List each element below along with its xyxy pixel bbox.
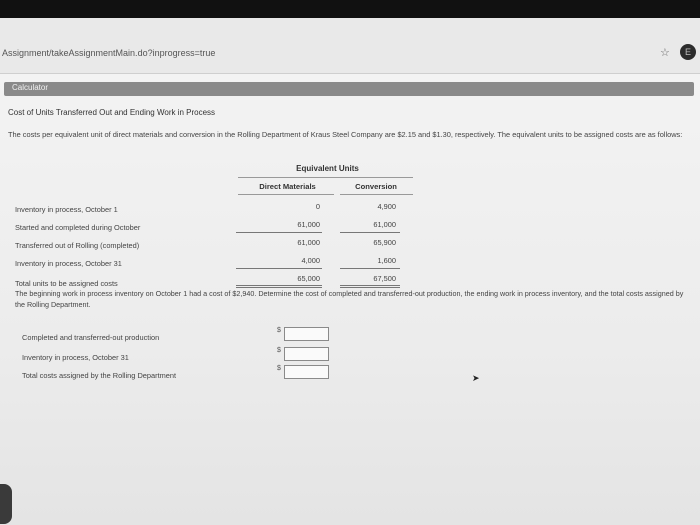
assignment-page bbox=[0, 74, 700, 525]
currency-sign: $ bbox=[277, 327, 281, 334]
column-direct-materials: Direct Materials bbox=[259, 182, 316, 191]
cell-dm-inventory-oct1: 0 bbox=[315, 202, 320, 211]
header-rule bbox=[238, 177, 413, 178]
mouse-cursor-icon: ➤ bbox=[472, 373, 480, 383]
equivalent-units-header: Equivalent Units bbox=[296, 164, 359, 173]
problem-intro: The costs per equivalent unit of direct materials and conversion in the Rolling Department of Kraus Steel Company are $2.15 and $1.30, respectively. The equivalent units to be assigned costs are as follows: bbox=[8, 130, 683, 139]
browser-address-bar[interactable] bbox=[0, 18, 700, 74]
cell-conv-inventory-oct1: 4,900 bbox=[377, 202, 396, 211]
inventory-oct31-input[interactable] bbox=[284, 347, 329, 361]
column-rule-dm bbox=[238, 194, 334, 195]
answer-label-total-costs: Total costs assigned by the Rolling Department bbox=[22, 371, 177, 380]
row-label-inventory-oct1: Inventory in process, October 1 bbox=[15, 205, 118, 214]
answer-label-completed: Completed and transferred-out production bbox=[22, 333, 160, 342]
cell-conv-started-completed: 61,000 bbox=[373, 220, 396, 229]
calculator-bar[interactable] bbox=[4, 82, 694, 96]
total-costs-input[interactable] bbox=[284, 365, 329, 379]
url-text[interactable]: Assignment/takeAssignmentMain.do?inprogress=true bbox=[2, 48, 216, 58]
cell-conv-inventory-oct31: 1,600 bbox=[377, 256, 396, 265]
subtotal-rule-dm bbox=[236, 232, 322, 233]
currency-sign: $ bbox=[277, 365, 281, 372]
bookmark-star-icon[interactable]: ☆ bbox=[660, 47, 670, 59]
cell-dm-inventory-oct31: 4,000 bbox=[301, 256, 320, 265]
question-text: The beginning work in process inventory on October 1 had a cost of $2,940. Determine the cost of completed and transferred-out production, the ending work in process inventory, and the total costs assigned by the Rolling Department. bbox=[15, 289, 684, 309]
calculator-button[interactable]: Calculator bbox=[12, 83, 49, 92]
row-label-total-units: Total units to be assigned costs bbox=[15, 279, 118, 288]
subtotal-rule-conv bbox=[340, 232, 400, 233]
answer-label-inventory-oct31: Inventory in process, October 31 bbox=[22, 353, 129, 362]
total-rule-conv bbox=[340, 268, 400, 269]
row-label-transferred-out: Transferred out of Rolling (completed) bbox=[15, 241, 140, 250]
extension-icon[interactable]: E bbox=[680, 44, 696, 60]
cell-dm-transferred-out: 61,000 bbox=[297, 238, 320, 247]
currency-sign: $ bbox=[277, 347, 281, 354]
total-rule-dm bbox=[236, 268, 322, 269]
top-bezel bbox=[0, 0, 700, 18]
column-conversion: Conversion bbox=[355, 182, 397, 191]
column-rule-conv bbox=[340, 194, 413, 195]
completed-transferred-out-input[interactable] bbox=[284, 327, 329, 341]
problem-heading: Cost of Units Transferred Out and Ending Work in Process bbox=[8, 108, 216, 117]
cell-dm-total-units: 65,000 bbox=[297, 274, 320, 283]
row-label-started-completed: Started and completed during October bbox=[15, 223, 141, 232]
cell-conv-transferred-out: 65,900 bbox=[373, 238, 396, 247]
cell-dm-started-completed: 61,000 bbox=[297, 220, 320, 229]
cell-conv-total-units: 67,500 bbox=[373, 274, 396, 283]
side-panel-handle[interactable] bbox=[0, 484, 12, 524]
row-label-inventory-oct31: Inventory in process, October 31 bbox=[15, 259, 122, 268]
